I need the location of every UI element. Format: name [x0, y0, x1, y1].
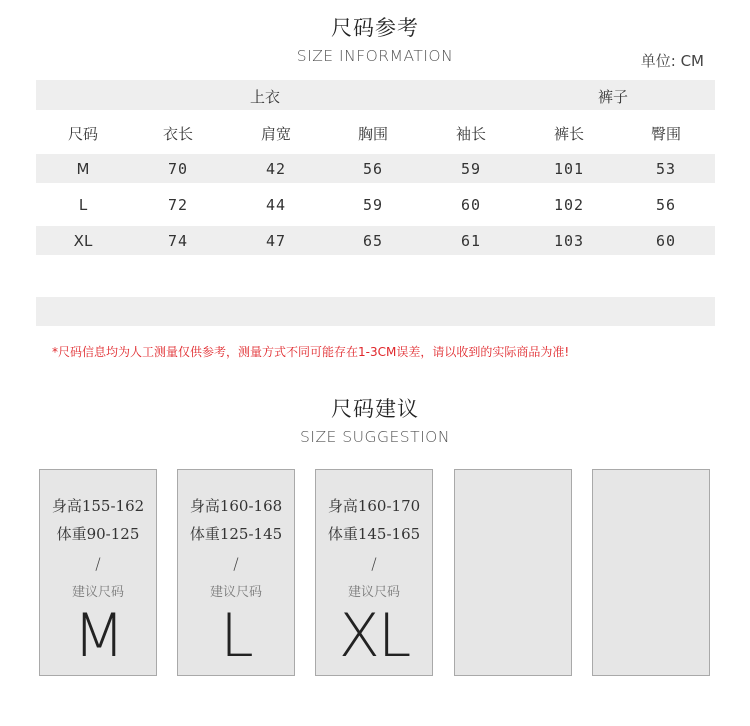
card-suggest-label: 建议尺码 [71, 585, 124, 600]
size-info-subtitle: SIZE INFORMATION [296, 47, 454, 65]
row-value: 44 [265, 196, 287, 214]
suggestion-card-m [39, 469, 157, 676]
card-weight-range: 体重145-165 [327, 525, 421, 543]
table-row [36, 154, 715, 183]
row-value: 56 [655, 196, 677, 214]
card-height-range: 身高155-162 [51, 497, 145, 515]
card-size: M [73, 601, 123, 671]
col-header-chest: 胸围 [357, 125, 388, 143]
group-header-band [36, 80, 715, 110]
row-value: 59 [460, 160, 482, 178]
unit-label: 单位: CM [640, 52, 704, 70]
row-size: L [78, 196, 88, 214]
row-value: 59 [362, 196, 384, 214]
col-header-shoulder: 肩宽 [260, 125, 291, 143]
col-header-length: 衣长 [162, 125, 193, 143]
row-value: 74 [167, 232, 189, 250]
column-header-row [36, 110, 715, 154]
row-size: M [76, 160, 90, 178]
row-size: XL [73, 232, 93, 250]
row-value: 65 [362, 232, 384, 250]
empty-table-row [36, 297, 715, 326]
card-divider: / [371, 554, 377, 573]
col-header-sleeve: 袖长 [455, 125, 486, 143]
card-divider: / [233, 554, 239, 573]
table-row [36, 226, 715, 255]
card-weight-range: 体重125-145 [189, 525, 283, 543]
row-value: 60 [460, 196, 482, 214]
row-value: 56 [362, 160, 384, 178]
card-divider: / [95, 554, 101, 573]
row-value: 102 [553, 196, 585, 214]
card-height-range: 身高160-170 [327, 497, 421, 515]
group-label-pants: 裤子 [597, 88, 628, 106]
row-value: 61 [460, 232, 482, 250]
size-info-title: 尺码参考 [331, 16, 419, 40]
empty-suggestion-card [592, 469, 710, 676]
col-header-size: 尺码 [67, 125, 98, 143]
col-header-pants-length: 裤长 [553, 125, 584, 143]
card-size: XL [338, 601, 410, 671]
empty-suggestion-card [454, 469, 572, 676]
row-value: 42 [265, 160, 287, 178]
size-suggestion-subtitle: SIZE SUGGESTION [300, 428, 450, 446]
card-suggest-label: 建议尺码 [347, 585, 400, 600]
row-value: 101 [553, 160, 585, 178]
size-suggestion-title: 尺码建议 [331, 397, 419, 421]
card-suggest-label: 建议尺码 [209, 585, 262, 600]
row-value: 47 [265, 232, 287, 250]
card-weight-range: 体重90-125 [56, 525, 140, 543]
row-value: 60 [655, 232, 677, 250]
card-height-range: 身高160-168 [189, 497, 283, 515]
suggestion-card-l [177, 469, 295, 676]
measurement-note: *尺码信息均为人工测量仅供参考，测量方式不同可能存在1-3CM误差，请以收到的实际商品为准! [52, 345, 570, 359]
card-size: L [220, 601, 252, 671]
row-value: 53 [655, 160, 677, 178]
group-label-top: 上衣 [249, 88, 280, 106]
table-row [36, 190, 715, 219]
suggestion-card-xl [315, 469, 433, 676]
col-header-hip: 臀围 [650, 125, 681, 143]
row-value: 72 [167, 196, 189, 214]
row-value: 103 [553, 232, 585, 250]
row-value: 70 [167, 160, 189, 178]
